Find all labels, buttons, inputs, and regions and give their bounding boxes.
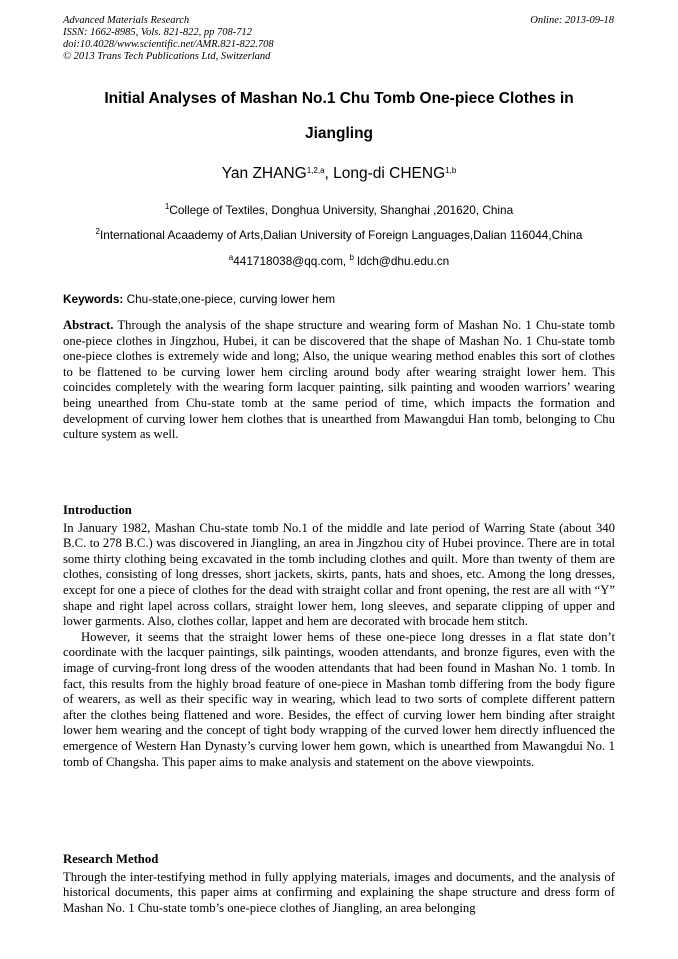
email-link[interactable]: 441718038@qq.com, <box>233 254 350 268</box>
author-separator: , <box>324 165 334 182</box>
paper-title-line-2: Jiangling <box>304 125 374 142</box>
abstract-label: Abstract. <box>63 318 114 332</box>
email-link[interactable]: ldch@dhu.edu.cn <box>353 254 450 268</box>
affiliation-text: International Acaademy of Arts,Dalian University of Foreign Languages,Dalian 116044,China <box>100 228 583 242</box>
author-name: Yan ZHANG <box>221 165 307 182</box>
affiliation-superscript: 1 <box>164 202 170 211</box>
online-date: Online: 2013-09-18 <box>530 15 614 26</box>
affiliation-1 <box>50 203 628 217</box>
paragraph: Through the inter-testifying method in fully applying materials, images and documents, and the analysis of historical documents, this paper aims at confirming and explaining the shape structure and dress form of Mashan No. 1 Chu-state tomb’s one-piece clothes of Jiangling, an area belonging <box>63 869 615 915</box>
journal-doi: doi:10.4028/www.scientific.net/AMR.821-822.708 <box>63 39 274 50</box>
affiliation-superscript: 2 <box>95 227 100 236</box>
email-superscript: a <box>228 253 234 262</box>
keywords <box>63 292 615 306</box>
journal-header <box>63 15 274 63</box>
author-superscript: 1,b <box>445 166 457 175</box>
keywords-label: Keywords: <box>63 292 124 306</box>
section-heading-introduction: Introduction <box>63 503 132 517</box>
author-superscript: 1,2,a <box>306 166 325 175</box>
keywords-text: Chu-state,one-piece, curving lower hem <box>123 292 336 306</box>
introduction-section <box>63 503 615 770</box>
paper-title-line-1: Initial Analyses of Mashan No.1 Chu Tomb One-piece Clothes in <box>104 90 574 107</box>
paragraph: However, it seems that the straight lower hems of these one-piece long dresses in a flat state don’t coordinate with the lacquer paintings, silk paintings, wooden attendants, and bronze figures, even with the image of curving-front long dress of the wooden attendants that had been found in Mashan No. 1 tomb. In fact, this results from the highly broad feature of one-piece in Mashan tomb differing from the body figure of wearers, as well as their specific way in wearing, which lead to two sorts of complete different pattern after the clothes being flattened and wore. Besides, the effect of curving lower hem binding after straight lower hem wearing and the concept of tight body wrapping of the curved lower hem directly influenced the emergence of Western Han Dynasty’s curving lower hem gown, which is unearthed from Mawangdui No. 1 tomb of Changsha. This paper aims to make analysis and statement on the above viewpoints. <box>63 629 615 769</box>
section-heading-research-method: Research Method <box>63 852 159 866</box>
author-list <box>63 165 615 183</box>
abstract-text: Through the analysis of the shape structure and wearing form of Mashan No. 1 Chu-state tomb one-piece clothes in Jingzhou, Hubei, it can be discovered that the shape of Mashan No. 1 Chu-state tomb one-piece clothes is extremely wide and long; Also, the unique wearing method enables this sort of clothes to be flattened to be curving lower hem circling around body after wearing straight lower hem. This coincides completely with the wearing form lacquer painting, silk painting and wooden warriors’ wearing being unearthed from Chu-state tomb at the same period of time, which impacts the formation and development of curving lower hem clothes that is unearthed from Mawangdui Han tomb, belonging to Chu culture system as well. <box>63 318 615 442</box>
journal-name: Advanced Materials Research <box>63 15 190 26</box>
author-name: Long-di CHENG <box>333 165 446 182</box>
journal-copyright: © 2013 Trans Tech Publications Ltd, Switzerland <box>63 51 271 62</box>
paragraph: In January 1982, Mashan Chu-state tomb No.1 of the middle and late period of Warring State (about 340 B.C. to 278 B.C.) was discovered in Jiangling, an area in Jingzhou city of Hubei province. There are in total some thirty clothing being excavated in the tomb including clothes and quilt. More than twenty of them are clothes, consisting of long dresses, short jackets, skirts, pants, hats and shoes, etc. Among the long dresses, except for one a piece of clothes for the dead with straight collar and front opening, the rest are all with “Y” shape and right lapel across collars, straight lower hem, long sleeves, and separate clipping of upper and lower garments. Also, clothes collar, lappet and hem are decorated with brocade hem stitch. <box>63 520 615 629</box>
email-superscript: b <box>349 253 354 262</box>
abstract <box>63 318 615 443</box>
affiliation-2 <box>50 228 628 242</box>
affiliation-text: College of Textiles, Donghua University, Shanghai ,201620, China <box>169 203 514 217</box>
author-emails <box>50 254 628 268</box>
journal-issn: ISSN: 1662-8985, Vols. 821-822, pp 708-712 <box>63 27 252 38</box>
research-method-section <box>63 852 615 916</box>
